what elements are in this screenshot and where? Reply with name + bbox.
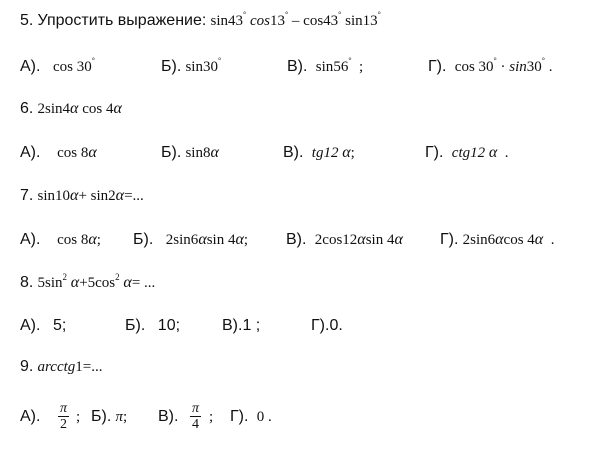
q6-answer-c: В). tg12 α; — [283, 144, 355, 161]
q5-statement — [20, 11, 381, 31]
q8-number: 8. — [20, 274, 34, 291]
q7-number: 7. — [20, 187, 34, 204]
q9-number: 9. — [20, 358, 34, 375]
q6-statement — [20, 99, 122, 119]
q7-expression: sin10α+ sin2α=... — [37, 187, 144, 204]
q6-expression: 2sin4α cos 4α — [37, 100, 122, 117]
q8-answer-b: Б). 10; — [125, 317, 181, 334]
q7-answer-a: А). cos 8α; — [20, 231, 101, 248]
q6-answer-d: Г). ctg12 α . — [425, 144, 509, 161]
q5-answer-a: А). cos 30° — [20, 56, 95, 75]
q5-answer-d: Г). cos 30° · sin30° . — [428, 56, 553, 75]
q9-answer-a-fraction: $\frac{\pi}{2}$ — [60, 401, 68, 432]
q8-statement — [20, 273, 155, 293]
q5-title: Упростить выражение: — [37, 12, 207, 29]
q9-answer-c-fraction: $\frac{\pi}{4}$ — [192, 401, 200, 432]
q9-answers: А). $\frac{\pi}{2}$ ; Б). π; В). $\frac{\pi}{4}$ ; Г). 0 . — [20, 401, 272, 432]
q9-answer-c: В). — [158, 408, 179, 425]
q5-answer-b: Б). sin30° — [161, 56, 222, 75]
q5-answer-c: В). sin56° ; — [287, 56, 364, 75]
q8-answer-a: А). 5; — [20, 317, 67, 334]
q9-answer-d: Г). 0 . — [230, 408, 272, 425]
q9-statement — [20, 357, 103, 377]
q9-answer-a: А). — [20, 408, 41, 425]
q7-answer-c: В). 2cos12αsin 4α — [286, 231, 403, 248]
q8-answer-c: В).1 ; — [222, 317, 261, 334]
q6-number: 6. — [20, 100, 34, 117]
q7-statement — [20, 186, 144, 206]
q9-expression: arcctg1=... — [37, 359, 103, 375]
q5-number: 5. — [20, 12, 34, 29]
q7-answer-d: Г). 2sin6αcos 4α . — [440, 231, 555, 248]
q5-expression: sin43° cos13° – cos43° sin13° — [210, 10, 381, 29]
q9-answer-b: Б). π; — [91, 408, 128, 425]
q6-answer-a: А). cos 8α — [20, 144, 97, 161]
q8-answer-d: Г).0. — [311, 317, 343, 334]
q7-answer-b: Б). 2sin6αsin 4α; — [133, 231, 249, 248]
q6-answer-b: Б). sin8α — [161, 144, 219, 161]
q8-expression: $5\sin^2$ $\alpha+5\cos^2$ α= ... — [37, 272, 156, 291]
